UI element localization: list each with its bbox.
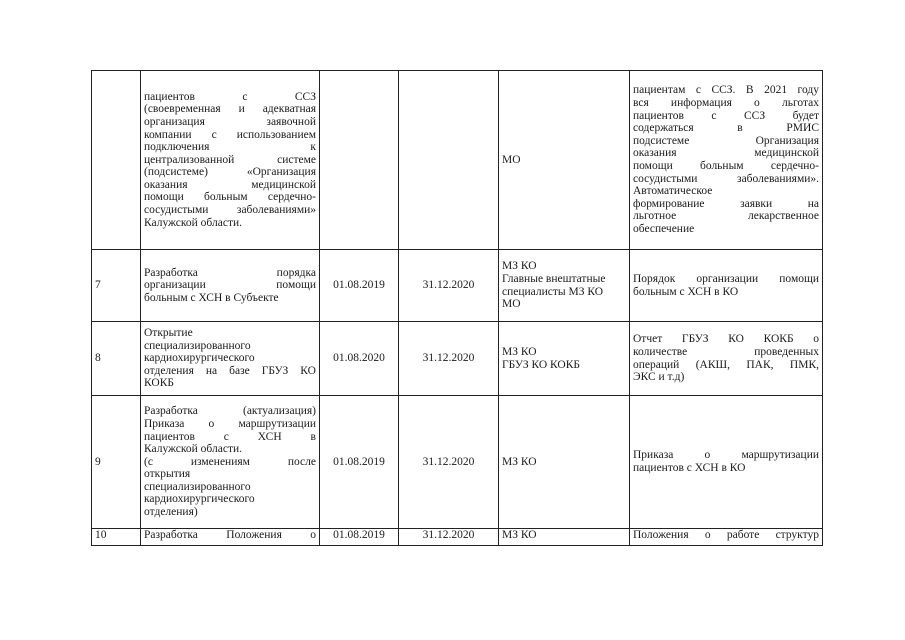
result-line: оказания медицинской — [633, 147, 819, 160]
result-line: вся информация о льготах — [633, 97, 819, 110]
result-line: количестве проведенных — [633, 345, 819, 358]
activity-line: Приказа о маршрутизации — [144, 417, 316, 430]
responsible-line: МЗ КО — [502, 260, 537, 273]
responsible-line: МЗ КО — [502, 455, 537, 468]
responsible-cell — [499, 396, 630, 529]
result-line: Отчет ГБУЗ КО КОКБ о — [633, 333, 819, 346]
row-number-cell: 9 — [92, 396, 141, 529]
end-date-cell — [399, 71, 499, 250]
result-line: формирование заявки на — [633, 197, 819, 210]
plan-table-body — [92, 71, 823, 546]
end-date-cell: 31.12.2020 — [399, 529, 499, 546]
responsible-cell — [499, 322, 630, 396]
result-line: Приказа о маршрутизации — [633, 449, 819, 462]
result-line: пациентов с ССЗ будет — [633, 109, 819, 122]
table-row — [92, 529, 823, 546]
result-line: пациентам с ССЗ. В 2021 году — [633, 84, 819, 97]
responsible-cell — [499, 529, 630, 546]
activity-line: пациентов с ССЗ — [144, 90, 316, 103]
table-row — [92, 396, 823, 529]
row-number-cell: 10 — [92, 529, 141, 546]
start-date-cell: 01.08.2019 — [320, 529, 399, 546]
activity-line: организация заявочной — [144, 115, 316, 128]
result-cell — [630, 529, 823, 546]
responsible-cell — [499, 250, 630, 322]
activity-line: специализированного — [144, 339, 251, 352]
plan-table — [91, 70, 823, 546]
result-line: сосудистыми заболеваниями». — [633, 172, 819, 185]
result-line: подсистеме Организация — [633, 134, 819, 147]
activity-line: (своевременная и адекватная — [144, 103, 316, 116]
activity-line: помощи больным сердечно- — [144, 191, 316, 204]
activity-line: организации помощи — [144, 279, 316, 292]
activity-line: оказания медицинской — [144, 178, 316, 191]
activity-cell — [141, 322, 320, 396]
result-cell — [630, 250, 823, 322]
result-line: Порядок организации помощи — [633, 272, 819, 285]
responsible-line: МО — [502, 298, 521, 311]
result-line: Положения о работе структур — [633, 529, 819, 541]
activity-line: отделения на базе ГБУЗ КО — [144, 364, 316, 377]
result-line: пациентов с ХСН в КО — [633, 462, 746, 474]
result-cell — [630, 322, 823, 396]
activity-line: компании с использованием — [144, 128, 316, 141]
result-line: помощи больным сердечно- — [633, 160, 819, 172]
activity-line: кардиохирургического — [144, 352, 255, 365]
activity-line: (с изменениям после — [144, 455, 316, 468]
responsible-line: МО — [502, 153, 521, 166]
activity-line: КОКБ — [144, 377, 174, 390]
responsible-line: МЗ КО — [502, 529, 537, 541]
responsible-line: Главные внештатные — [502, 272, 606, 285]
activity-line: Разработка (актуализация) — [144, 405, 316, 418]
activity-cell — [141, 396, 320, 529]
activity-line: Разработка порядка — [144, 266, 316, 279]
table-row — [92, 250, 823, 322]
result-line: операций (АКШ, ПАК, ПМК, — [633, 358, 819, 371]
activity-line: открытия — [144, 468, 191, 481]
activity-line: Калужской области. — [144, 443, 243, 456]
activity-line: пациентов с ХСН в — [144, 430, 316, 443]
activity-line: централизованной системе — [144, 153, 316, 166]
start-date-cell — [320, 71, 399, 250]
end-date-cell: 31.12.2020 — [399, 250, 499, 322]
activity-line: кардиохирургического — [144, 493, 255, 506]
result-line: льготное лекарственное — [633, 210, 819, 223]
end-date-cell: 31.12.2020 — [399, 322, 499, 396]
activity-line: Открытие — [144, 327, 193, 340]
result-cell — [630, 71, 823, 250]
activity-line: сосудистыми заболеваниями» — [144, 204, 316, 217]
responsible-cell — [499, 71, 630, 250]
result-line: ЭКС и т.д) — [633, 371, 685, 384]
result-line: больным с ХСН в КО — [633, 285, 739, 298]
activity-line: отделения) — [144, 506, 198, 519]
responsible-line: МЗ КО — [502, 345, 537, 358]
row-number-cell: 7 — [92, 250, 141, 322]
result-line: содержаться в РМИС — [633, 122, 819, 135]
responsible-line: специалисты МЗ КО — [502, 285, 604, 298]
result-cell — [630, 396, 823, 529]
activity-line: (подсистеме) «Организация — [144, 166, 316, 179]
activity-cell — [141, 529, 320, 546]
start-date-cell: 01.08.2019 — [320, 396, 399, 529]
row-number-cell: 8 — [92, 322, 141, 396]
responsible-line: ГБУЗ КО КОКБ — [502, 358, 581, 371]
activity-line: Разработка Положения о — [144, 529, 316, 541]
end-date-cell: 31.12.2020 — [399, 396, 499, 529]
activity-cell — [141, 71, 320, 250]
start-date-cell: 01.08.2020 — [320, 322, 399, 396]
result-line: обеспечение — [633, 222, 695, 235]
activity-line: больным с ХСН в Субъекте — [144, 291, 279, 304]
table-row — [92, 322, 823, 396]
start-date-cell: 01.08.2019 — [320, 250, 399, 322]
activity-cell — [141, 250, 320, 322]
activity-line: Калужской области. — [144, 216, 243, 229]
table-row — [92, 71, 823, 250]
result-line: Автоматическое — [633, 185, 713, 198]
activity-line: специализированного — [144, 480, 251, 493]
activity-line: подключения к — [144, 141, 316, 154]
row-number-cell — [92, 71, 141, 250]
